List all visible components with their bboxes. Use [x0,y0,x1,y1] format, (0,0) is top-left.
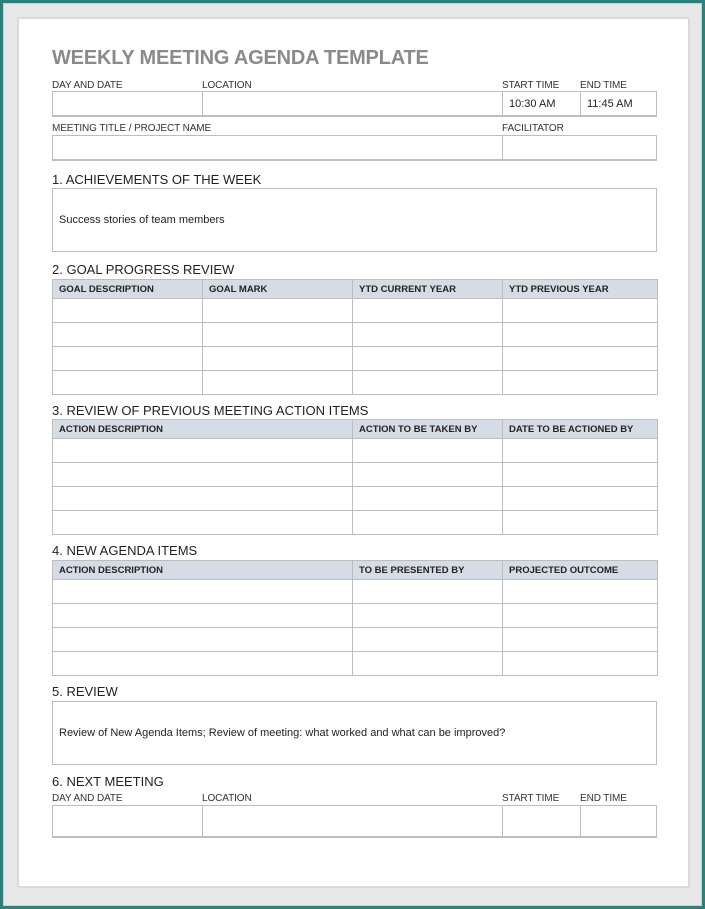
previous-actions-table [52,419,658,535]
ytd-previous-year-header: YTD PREVIOUS YEAR [503,280,658,299]
next-start-time-field[interactable] [580,806,581,836]
presented-by-header: TO BE PRESENTED BY [353,561,503,580]
table-cell[interactable] [53,487,353,511]
table-row [53,347,658,371]
table-row [53,299,658,323]
table-cell[interactable] [353,299,503,323]
table-row [53,463,658,487]
table-row [53,439,658,463]
new-agenda-table [52,560,658,676]
projected-outcome-header: PROJECTED OUTCOME [503,561,658,580]
table-cell[interactable] [353,628,503,652]
next-start-time-label: START TIME [502,793,560,804]
table-cell[interactable] [503,511,658,535]
review-box[interactable] [52,701,657,765]
achievements-box[interactable] [52,188,657,252]
achievements-text: Success stories of team members [59,214,225,226]
previous-actions-title: 3. REVIEW OF PREVIOUS MEETING ACTION ITEMS [52,403,369,418]
table-cell[interactable] [353,604,503,628]
review-text: Review of New Agenda Items; Review of meeting: what worked and what can be improved? [59,727,506,739]
table-cell[interactable] [53,580,353,604]
header-row-1 [52,91,657,117]
table-row [53,511,658,535]
table-cell[interactable] [353,487,503,511]
action-description-header: ACTION DESCRIPTION [53,420,353,439]
table-cell[interactable] [53,604,353,628]
next-meeting-row [52,805,657,838]
next-location-field[interactable] [502,806,503,836]
goal-progress-title: 2. GOAL PROGRESS REVIEW [52,262,235,277]
table-cell[interactable] [503,371,658,395]
table-cell[interactable] [353,463,503,487]
agenda-action-description-header: ACTION DESCRIPTION [53,561,353,580]
end-time-label: END TIME [580,80,627,91]
table-cell[interactable] [53,299,203,323]
header-row-2 [52,135,657,161]
new-agenda-title: 4. NEW AGENDA ITEMS [52,543,198,558]
next-day-and-date-label: DAY AND DATE [52,793,123,804]
table-cell[interactable] [353,371,503,395]
start-time-value[interactable]: 10:30 AM [509,98,556,110]
location-label: LOCATION [202,80,252,91]
table-row [53,371,658,395]
table-row [53,323,658,347]
meeting-title-label: MEETING TITLE / PROJECT NAME [52,123,212,134]
ytd-current-year-header: YTD CURRENT YEAR [353,280,503,299]
achievements-title: 1. ACHIEVEMENTS OF THE WEEK [52,172,262,187]
table-cell[interactable] [503,299,658,323]
table-cell[interactable] [53,439,353,463]
table-row [53,604,658,628]
table-row [53,487,658,511]
table-cell[interactable] [53,652,353,676]
table-row [53,580,658,604]
meeting-title-field[interactable] [502,136,503,159]
table-cell[interactable] [503,487,658,511]
next-meeting-title: 6. NEXT MEETING [52,774,164,789]
goal-description-header: GOAL DESCRIPTION [53,280,203,299]
table-cell[interactable] [503,652,658,676]
table-cell[interactable] [53,371,203,395]
table-cell[interactable] [503,347,658,371]
start-time-label: START TIME [502,80,560,91]
document-page [18,18,689,887]
table-cell[interactable] [53,463,353,487]
table-cell[interactable] [503,628,658,652]
review-title: 5. REVIEW [52,684,118,699]
end-time-value[interactable]: 11:45 AM [587,98,633,110]
table-cell[interactable] [503,463,658,487]
table-cell[interactable] [353,580,503,604]
table-cell[interactable] [503,323,658,347]
table-cell[interactable] [53,628,353,652]
table-cell[interactable] [353,652,503,676]
table-cell[interactable] [503,604,658,628]
facilitator-label: FACILITATOR [502,123,564,134]
table-cell[interactable] [503,439,658,463]
table-cell[interactable] [53,323,203,347]
next-day-date-field[interactable] [202,806,203,836]
table-cell[interactable] [203,299,353,323]
table-cell[interactable] [503,580,658,604]
table-cell[interactable] [353,439,503,463]
table-row [53,652,658,676]
table-cell[interactable] [53,347,203,371]
start-time-field[interactable] [580,92,581,115]
table-row [53,628,658,652]
table-cell[interactable] [353,347,503,371]
next-end-time-label: END TIME [580,793,627,804]
table-cell[interactable] [53,511,353,535]
date-actioned-by-header: DATE TO BE ACTIONED BY [503,420,658,439]
goal-progress-table [52,279,658,395]
table-cell[interactable] [353,323,503,347]
table-cell[interactable] [353,511,503,535]
page-title: WEEKLY MEETING AGENDA TEMPLATE [52,47,429,69]
table-cell[interactable] [203,323,353,347]
goal-mark-header: GOAL MARK [203,280,353,299]
table-cell[interactable] [203,347,353,371]
table-cell[interactable] [203,371,353,395]
action-taken-by-header: ACTION TO BE TAKEN BY [353,420,503,439]
day-date-field[interactable] [202,92,203,115]
location-field[interactable] [502,92,503,115]
next-location-label: LOCATION [202,793,252,804]
day-and-date-label: DAY AND DATE [52,80,123,91]
